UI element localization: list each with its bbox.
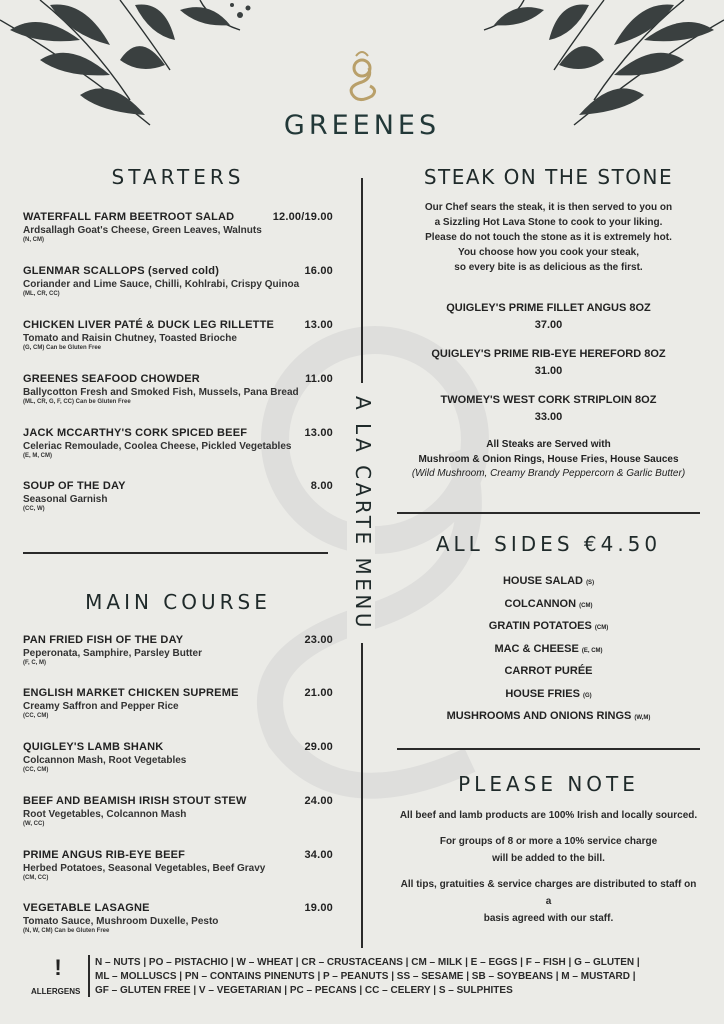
- intro-line: so every bite is as delicious as the first.: [454, 262, 643, 273]
- allergen-codes: (G, CM) Can be Gluten Free: [23, 345, 102, 351]
- item-price: 23.00: [304, 634, 333, 646]
- item-description: Ardsallagh Goat's Cheese, Green Leaves, Walnuts: [23, 225, 262, 236]
- item-price: 21.00: [304, 687, 333, 699]
- please-note-title: PLEASE NOTE: [458, 772, 639, 796]
- main-course-item: [23, 902, 333, 934]
- starter-item: [23, 211, 333, 243]
- intro-line: You choose how you cook your steak,: [458, 247, 639, 258]
- allergen-codes: (F, C, M): [23, 660, 46, 666]
- allergen-codes: (W, CC): [23, 821, 45, 827]
- note-line: will be added to the bill.: [492, 853, 605, 864]
- item-price: 13.00: [304, 319, 333, 331]
- note-line: All tips, gratuities & service charges are distributed to staff on a: [400, 879, 697, 907]
- starter-item: [23, 265, 333, 297]
- brand-name: GREENES: [283, 110, 441, 141]
- item-description: Root Vegetables, Colcannon Mash: [23, 809, 187, 820]
- please-note-text: [397, 807, 700, 927]
- item-name: GREENES SEAFOOD CHOWDER: [23, 373, 200, 385]
- starter-item: [23, 319, 333, 351]
- item-name: PRIME ANGUS RIB-EYE BEEF: [23, 849, 186, 861]
- item-name: VEGETABLE LASAGNE: [23, 902, 150, 914]
- allergen-codes: (N, W, CM) Can be Gluten Free: [23, 928, 110, 934]
- allergen-line: N – NUTS | PO – PISTACHIO | W – WHEAT | CR – CRUSTACEANS | CM – MILK | E – EGGS | F – FISH | G – GLUTEN |: [95, 957, 640, 968]
- item-price: 11.00: [305, 373, 333, 385]
- item-name: PAN FRIED FISH OF THE DAY: [23, 634, 184, 646]
- item-description: Ballycotton Fresh and Smoked Fish, Mussels, Pana Bread: [23, 387, 299, 398]
- starter-item: [23, 480, 333, 512]
- item-description: Tomato and Raisin Chutney, Toasted Brioche: [23, 333, 237, 344]
- allergen-line: ML – MOLLUSCS | PN – CONTAINS PINENUTS | P – PEANUTS | SS – SESAME | SB – SOYBEANS | M – MUSTARD |: [95, 971, 636, 982]
- item-name: QUIGLEY'S LAMB SHANK: [23, 741, 164, 753]
- note-line: basis agreed with our staff.: [483, 913, 614, 924]
- allergen-line: GF – GLUTEN FREE | V – VEGETARIAN | PC – PECANS | CC – CELERY | S – SULPHITES: [95, 985, 513, 996]
- item-price: 34.00: [304, 849, 333, 861]
- sides-title: ALL SIDES €4.50: [435, 532, 662, 556]
- greenes-logo-icon: [340, 48, 384, 106]
- side-item: HOUSE SALAD (S): [502, 575, 595, 587]
- item-description: Celeriac Remoulade, Coolea Cheese, Pickled Vegetables: [23, 441, 292, 452]
- side-item: CARROT PURÉE: [504, 665, 593, 677]
- item-price: 12.00/19.00: [272, 211, 333, 223]
- item-name: SOUP OF THE DAY: [23, 480, 126, 492]
- side-item: COLCANNON (CM): [504, 597, 593, 610]
- starters-title: STARTERS: [111, 165, 245, 189]
- allergen-divider: [88, 955, 90, 997]
- side-item: GRATIN POTATOES (CM): [488, 620, 609, 632]
- steak-name: QUIGLEY'S PRIME FILLET ANGUS 8OZ: [446, 302, 651, 314]
- served-line: Mushroom & Onion Rings, House Fries, House Sauces: [418, 453, 679, 465]
- steak-item: [397, 348, 700, 377]
- allergens-label: ALLERGENS: [31, 987, 81, 996]
- sides-list: [397, 571, 700, 729]
- starter-item: [23, 427, 333, 459]
- item-description: Peperonata, Samphire, Parsley Butter: [23, 648, 202, 659]
- intro-line: a Sizzling Hot Lava Stone to cook to your liking.: [434, 217, 663, 228]
- steak-price: 37.00: [534, 319, 563, 331]
- main-course-title: MAIN COURSE: [85, 590, 271, 614]
- allergen-legend: [95, 956, 640, 998]
- item-name: GLENMAR SCALLOPS (served cold): [23, 265, 220, 277]
- item-price: 29.00: [304, 741, 333, 753]
- item-name: BEEF AND BEAMISH IRISH STOUT STEW: [23, 795, 247, 807]
- item-name: CHICKEN LIVER PATÉ & DUCK LEG RILLETTE: [23, 319, 275, 331]
- item-name: ENGLISH MARKET CHICKEN SUPREME: [23, 687, 239, 699]
- item-description: Creamy Saffron and Pepper Rice: [23, 701, 179, 712]
- main-course-item: [23, 849, 333, 881]
- allergen-codes: (ML, CR, G, F, CC) Can be Gluten Free: [23, 399, 131, 405]
- item-price: 16.00: [304, 265, 333, 277]
- served-line: (Wild Mushroom, Creamy Brandy Peppercorn & Garlic Butter): [411, 468, 686, 479]
- note-line: All beef and lamb products are 100% Irish and locally sourced.: [399, 810, 698, 821]
- a-la-carte-menu-title: A LA CARTE MENU: [347, 383, 375, 643]
- item-price: 8.00: [310, 480, 333, 492]
- allergen-codes: (CC, W): [23, 506, 45, 512]
- allergen-codes: (CC, CM): [23, 767, 49, 773]
- steak-item: [397, 394, 700, 423]
- side-item: MUSHROOMS AND ONIONS RINGS (W,M): [446, 710, 651, 722]
- main-course-item: [23, 687, 333, 719]
- main-course-item: [23, 741, 333, 773]
- steak-price: 33.00: [534, 411, 563, 423]
- side-item: HOUSE FRIES (G): [505, 687, 592, 700]
- intro-line: Our Chef sears the steak, it is then served to you on: [424, 202, 673, 213]
- steak-intro: [397, 200, 700, 275]
- allergen-codes: (ML, CR, CC): [23, 291, 60, 297]
- allergen-codes: (E, M, CM): [23, 453, 52, 459]
- item-name: WATERFALL FARM BEETROOT SALAD: [23, 211, 235, 223]
- intro-line: Please do not touch the stone as it is extremely hot.: [425, 232, 672, 243]
- starter-item: [23, 373, 333, 405]
- divider: [23, 552, 328, 554]
- steak-name: QUIGLEY'S PRIME RIB-EYE HEREFORD 8OZ: [431, 348, 666, 360]
- item-price: 24.00: [304, 795, 333, 807]
- steak-item: [397, 302, 700, 331]
- item-description: Seasonal Garnish: [23, 494, 108, 505]
- divider: [397, 748, 700, 750]
- item-description: Colcannon Mash, Root Vegetables: [23, 755, 187, 766]
- item-price: 19.00: [304, 902, 333, 914]
- item-name: JACK MCCARTHY'S CORK SPICED BEEF: [23, 427, 248, 439]
- allergen-codes: (CC, CM): [23, 713, 49, 719]
- steak-name: TWOMEY'S WEST CORK STRIPLOIN 8OZ: [440, 394, 657, 406]
- item-description: Coriander and Lime Sauce, Chilli, Kohlrabi, Crispy Quinoa: [23, 279, 300, 290]
- allergen-codes: (CM, CC): [23, 875, 49, 881]
- steak-title: STEAK ON THE STONE: [423, 165, 674, 189]
- served-line: All Steaks are Served with: [486, 439, 611, 450]
- item-description: Tomato Sauce, Mushroom Duxelle, Pesto: [23, 916, 219, 927]
- divider: [397, 512, 700, 514]
- side-item: MAC & CHEESE (E, CM): [494, 642, 603, 655]
- steak-served-with: [397, 438, 700, 482]
- allergen-warning-icon: !: [54, 955, 62, 980]
- item-price: 13.00: [304, 427, 333, 439]
- steak-price: 31.00: [534, 365, 563, 377]
- note-line: For groups of 8 or more a 10% service charge: [439, 836, 658, 847]
- allergen-codes: (N, CM): [23, 237, 44, 243]
- main-course-item: [23, 634, 333, 666]
- item-description: Herbed Potatoes, Seasonal Vegetables, Beef Gravy: [23, 863, 266, 874]
- main-course-item: [23, 795, 333, 827]
